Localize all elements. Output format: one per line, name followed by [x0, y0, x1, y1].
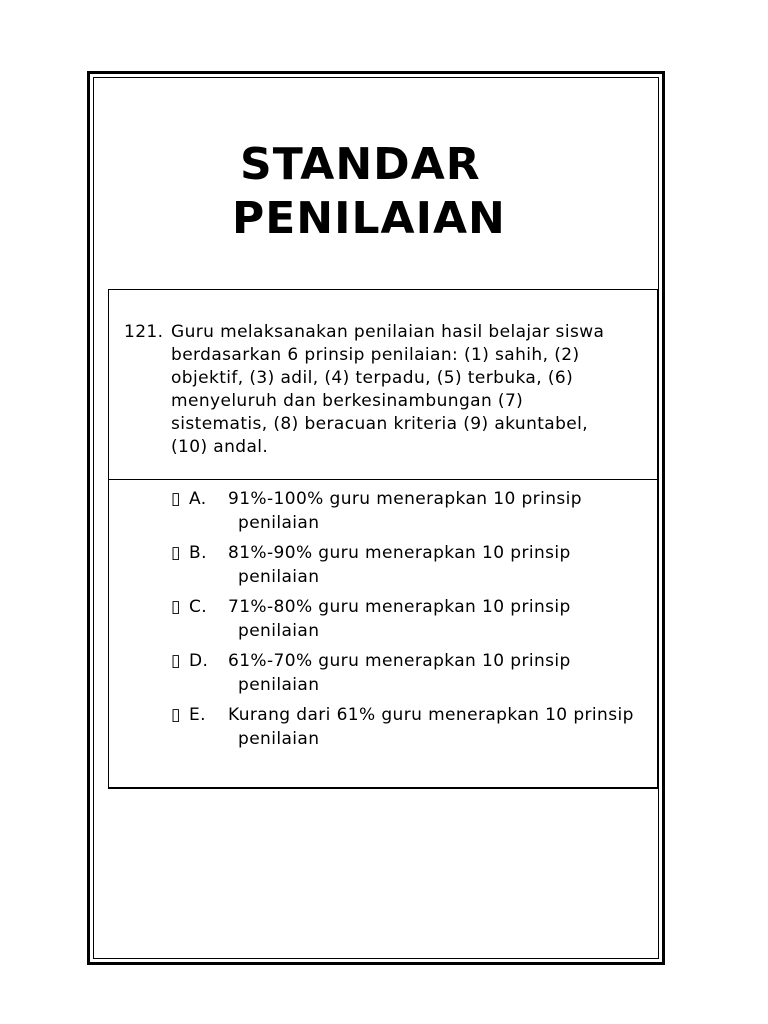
option-text: Kurang dari 61% guru menerapkan 10 prinsip penilaian: [228, 705, 634, 749]
checkbox-icon[interactable]: ▯: [171, 705, 181, 725]
option-b[interactable]: [171, 541, 651, 589]
question-box: [108, 289, 658, 789]
option-d[interactable]: [171, 649, 651, 697]
option-e[interactable]: [171, 703, 651, 751]
title-line-1: STANDAR: [240, 139, 481, 190]
checkbox-icon[interactable]: ▯: [171, 489, 181, 509]
page-title: [232, 138, 506, 246]
checkbox-icon[interactable]: ▯: [171, 597, 181, 617]
option-letter: D.: [189, 651, 209, 671]
option-c[interactable]: [171, 595, 651, 643]
option-letter: A.: [189, 489, 207, 509]
checkbox-icon[interactable]: ▯: [171, 651, 181, 671]
checkbox-icon[interactable]: ▯: [171, 543, 181, 563]
option-text: 71%-80% guru menerapkan 10 prinsip penilaian: [228, 597, 571, 641]
option-letter: C.: [189, 597, 208, 617]
divider: [109, 479, 657, 480]
question-number: 121.: [124, 322, 164, 342]
option-text: 81%-90% guru menerapkan 10 prinsip penilaian: [228, 543, 571, 587]
question: [124, 321, 614, 459]
title-line-2: PENILAIAN: [232, 193, 506, 244]
answer-options: [171, 487, 651, 757]
option-text: 91%-100% guru menerapkan 10 prinsip penilaian: [228, 489, 582, 533]
option-letter: E.: [189, 705, 206, 725]
option-a[interactable]: [171, 487, 651, 535]
option-text: 61%-70% guru menerapkan 10 prinsip penilaian: [228, 651, 571, 695]
question-text: Guru melaksanakan penilaian hasil belajar siswa berdasarkan 6 prinsip penilaian: (1) sahih, (2) objektif, (3) adil, (4) terpadu, (5) terbuka, (6) menyeluruh dan berkesinambungan (7) sistematis, (8) beracuan kriteria (9) akuntabel, (10) andal.: [171, 322, 605, 457]
option-letter: B.: [189, 543, 207, 563]
